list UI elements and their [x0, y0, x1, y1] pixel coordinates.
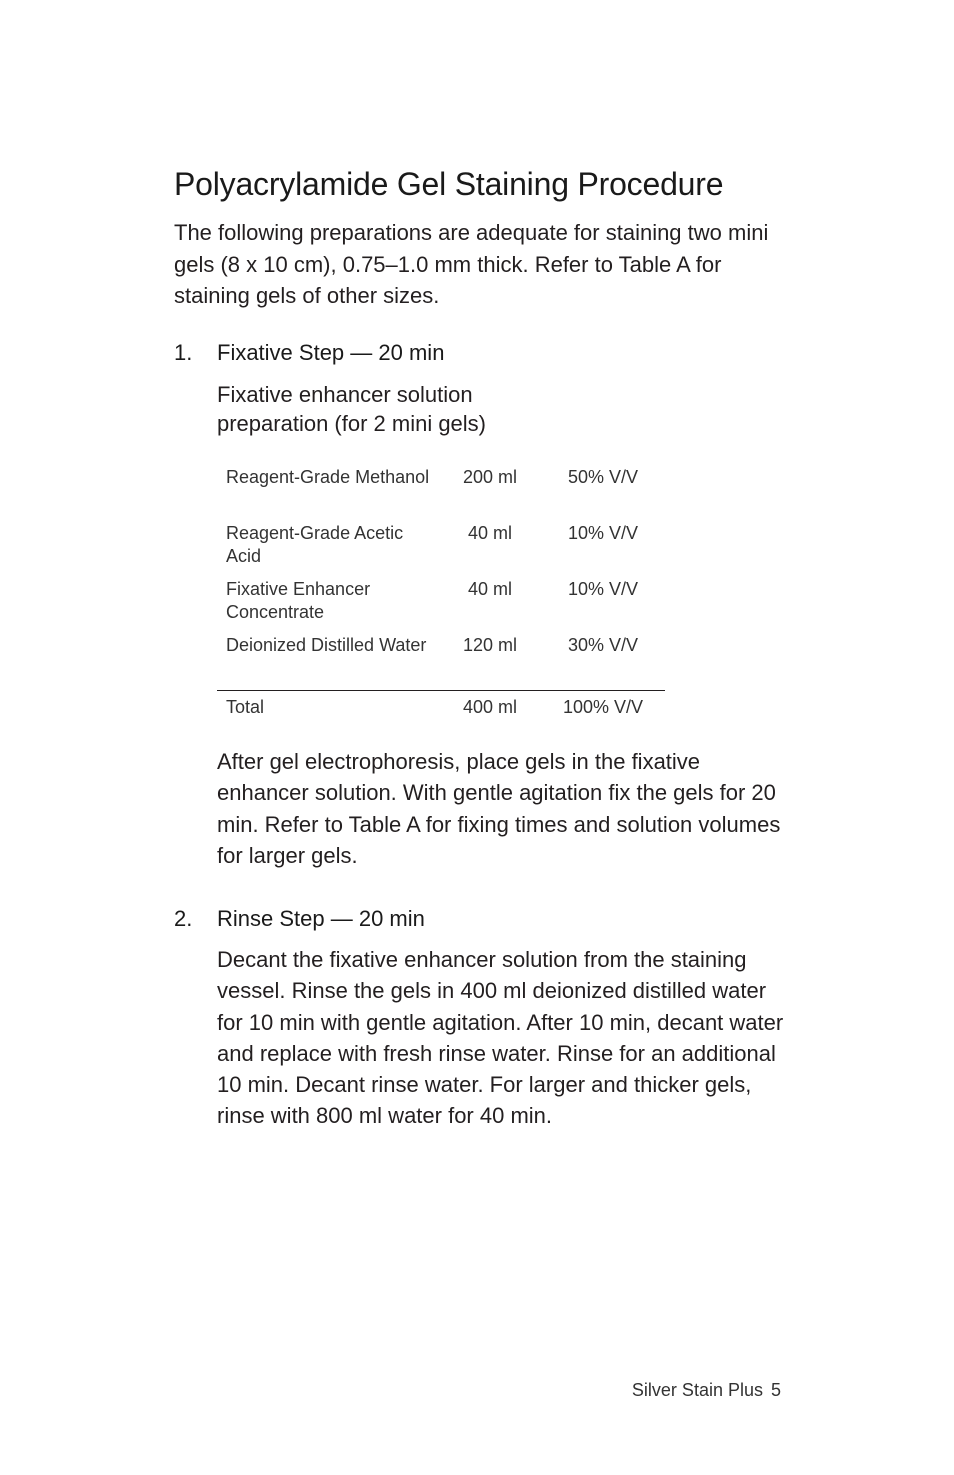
reagent-percent: 50% V/V	[567, 467, 639, 487]
reagent-volume: 40 ml	[467, 579, 512, 599]
reagent-table	[217, 466, 665, 726]
step-number: 1.	[174, 340, 193, 365]
step-1-heading	[174, 340, 444, 366]
step-title: Fixative Step — 20 min	[217, 340, 445, 365]
table-row	[217, 466, 665, 522]
footer-product-name: Silver Stain Plus	[631, 1380, 763, 1400]
table-row	[217, 634, 665, 691]
step-number: 2.	[174, 906, 193, 931]
table-row	[217, 522, 665, 578]
page-title: Polyacrylamide Gel Staining Procedure	[174, 166, 724, 202]
step-1-paragraph: After gel electrophoresis, place gels in the fixative enhancer solution. With gentle agitation fix the gels for 20 min. Refer to Table A for fixing times and solution volumes for larger gels.	[217, 749, 781, 868]
page-footer	[632, 1380, 781, 1401]
solution-subheading: Fixative enhancer solution preparation (for 2 mini gels)	[217, 382, 487, 436]
intro-paragraph: The following preparations are adequate for staining two mini gels (8 x 10 cm), 0.75–1.0 mm thick. Refer to Table A for staining gels of other sizes.	[174, 220, 769, 308]
reagent-name: Fixative Enhancer Concentrate	[226, 579, 371, 622]
reagent-volume: 40 ml	[467, 523, 512, 543]
total-volume: 400 ml	[431, 691, 549, 727]
reagent-percent: 10% V/V	[567, 523, 639, 543]
total-label: Total	[217, 691, 431, 727]
reagent-percent: 10% V/V	[567, 579, 639, 599]
reagent-name: Reagent-Grade Acetic Acid	[226, 523, 404, 566]
table-total-row	[217, 691, 665, 727]
reagent-volume: 200 ml	[462, 467, 518, 487]
page-number: 5	[770, 1380, 781, 1400]
reagent-volume: 120 ml	[462, 635, 518, 655]
reagent-percent: 30% V/V	[567, 635, 639, 655]
reagent-name: Deionized Distilled Water	[226, 635, 427, 655]
step-title: Rinse Step — 20 min	[217, 906, 425, 931]
step-2-paragraph: Decant the fixative enhancer solution from the staining vessel. Rinse the gels in 400 ml deionized distilled water for 10 min with gentle agitation. After 10 min, decant water and replace with fresh rinse water. Rinse for an additional 10 min. Decant rinse water. For larger and thicker gels, rinse with 800 ml water for 40 min.	[217, 947, 784, 1129]
reagent-name: Reagent-Grade Methanol	[226, 467, 430, 487]
step-2-heading	[174, 906, 425, 932]
total-percent: 100% V/V	[549, 691, 665, 727]
table-row	[217, 578, 665, 634]
